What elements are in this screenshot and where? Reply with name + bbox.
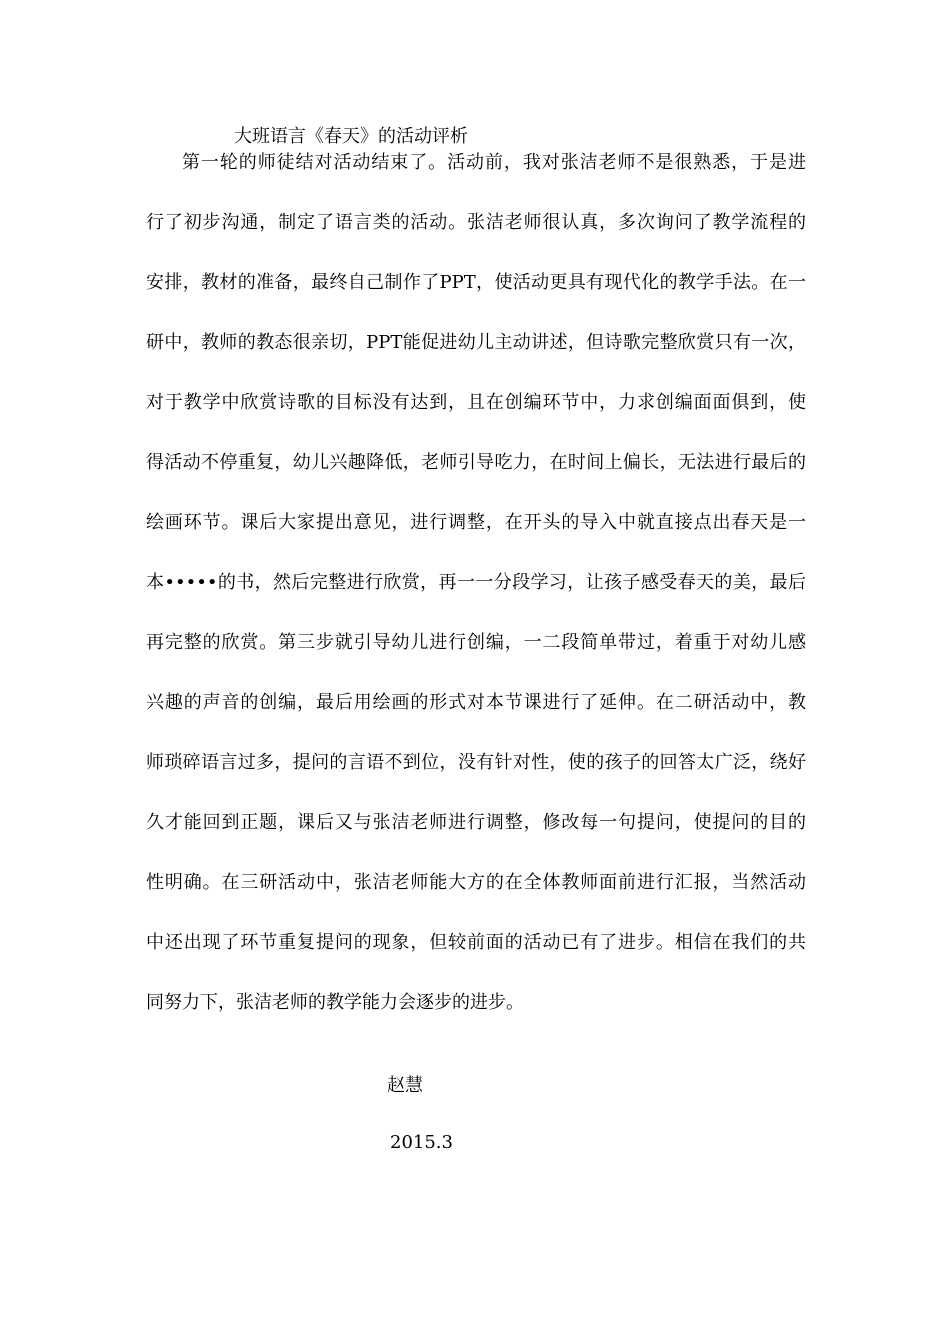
- body-line: 安排，教材的准备，最终自己制作了PPT，使活动更具有现代化的教学手法。在一: [146, 272, 806, 293]
- body-line: 得活动不停重复，幼儿兴趣降低，老师引导吃力，在时间上偏长，无法进行最后的: [146, 452, 806, 473]
- body-line: 兴趣的声音的创编，最后用绘画的形式对本节课进行了延伸。在二研活动中，教: [146, 692, 806, 713]
- body-line: 性明确。在三研活动中，张洁老师能大方的在全体教师面前进行汇报，当然活动: [146, 872, 806, 893]
- body-line: 同努力下，张洁老师的教学能力会逐步的进步。: [146, 992, 524, 1013]
- body-line: 研中，教师的教态很亲切，PPT能促进幼儿主动讲述，但诗歌完整欣赏只有一次，: [146, 332, 806, 353]
- body-line: 久才能回到正题，课后又与张洁老师进行调整，修改每一句提问，使提问的目的: [146, 812, 806, 833]
- document-body: [146, 145, 806, 1045]
- body-line: 绘画环节。课后大家提出意见，进行调整，在开头的导入中就直接点出春天是一: [146, 512, 806, 533]
- body-line: 行了初步沟通，制定了语言类的活动。张洁老师很认真，多次询问了教学流程的: [146, 212, 806, 233]
- body-line: 师琐碎语言过多，提问的言语不到位，没有针对性，使的孩子的回答太广泛，绕好: [146, 752, 806, 773]
- document-title: 大班语言《春天》的活动评析: [234, 126, 468, 147]
- signature-name: 赵慧: [387, 1075, 423, 1096]
- body-line: 本•••••的书，然后完整进行欣赏，再一一分段学习，让孩子感受春天的美，最后: [146, 572, 806, 593]
- signature-date: 2015.3: [390, 1132, 453, 1153]
- body-line: 对于教学中欣赏诗歌的目标没有达到，且在创编环节中，力求创编面面俱到，使: [146, 392, 806, 413]
- body-line: 中还出现了环节重复提问的现象，但较前面的活动已有了进步。相信在我们的共: [146, 932, 806, 953]
- body-line: 再完整的欣赏。第三步就引导幼儿进行创编，一二段简单带过，着重于对幼儿感: [146, 632, 806, 653]
- body-line: 第一轮的师徒结对活动结束了。活动前，我对张洁老师不是很熟悉，于是进: [182, 152, 806, 173]
